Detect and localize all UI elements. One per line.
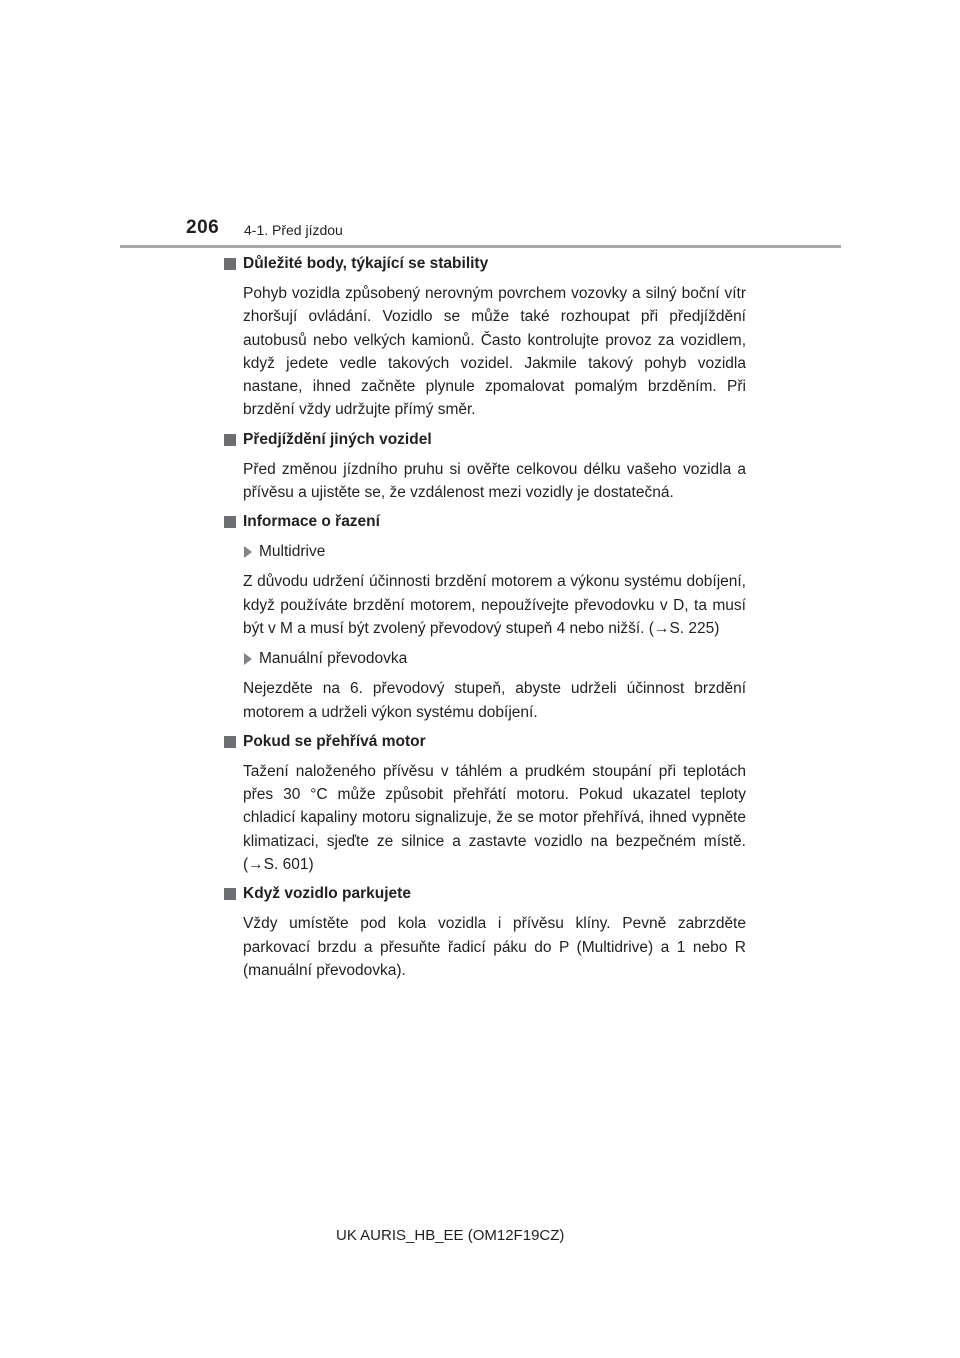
sub-bullet-multidrive: [244, 540, 746, 563]
page-number: 206: [186, 217, 220, 238]
square-bullet-icon: [224, 258, 236, 270]
heading-text: Když vozidlo parkujete: [243, 885, 411, 903]
paragraph: Před změnou jízdního pruhu si ověřte celkovou délku vašeho vozidla a přívěsu a ujistěte se, že vzdálenost mezi vozidly je dostatečná.: [243, 460, 746, 502]
page-content: [224, 253, 746, 989]
paragraph: Tažení naloženého přívěsu v táhlém a prudkém stoupání při teplotách přes 30 °C může způsobit přehřátí motoru. Pokud ukazatel teploty chladicí kapaliny motoru signalizuje, že se motor přehřívá, ihned vypněte klimatizaci, sjeďte ze silnice a zastavte vozidlo na bezpečném místě. (→S. 601): [243, 762, 746, 874]
heading-text: Důležité body, týkající se stability: [243, 255, 489, 272]
triangle-bullet-icon: [244, 653, 252, 665]
heading-overtaking: [224, 429, 746, 451]
header-divider: [120, 245, 841, 248]
heading-stability: [224, 253, 746, 275]
triangle-bullet-icon: [244, 546, 252, 558]
heading-text: Informace o řazení: [243, 513, 380, 531]
sub-bullet-manual: [244, 647, 746, 670]
heading-text: Předjíždění jiných vozidel: [243, 430, 432, 448]
square-bullet-icon: [224, 434, 236, 446]
heading-overheating: [224, 731, 746, 753]
sub-bullet-text: Multidrive: [259, 543, 326, 561]
paragraph: Pohyb vozidla způsobený nerovným povrchem vozovky a silný boční vítr zhoršují ovládání. Vozidlo se může také rozhoupat při předjíždění autobusů nebo velkých kamionů. Často kontrolujte provoz za vozidlem, když jedete vedle takových vozidel. Jakmile takový pohyb vozidla nastane, ihned začněte plynule zpomalovat pomalým brzděním. Při brzdění vždy udržujte přímý směr.: [243, 285, 746, 419]
paragraph: Vždy umístěte pod kola vozidla i přívěsu klíny. Pevně zabrzděte parkovací brzdu a přesuňte řadicí páku do P (Multidrive) a 1 nebo R (manuální převodovka).: [243, 915, 746, 979]
square-bullet-icon: [224, 888, 236, 900]
document-code: UK AURIS_HB_EE (OM12F19CZ): [336, 1227, 565, 1244]
heading-text: Pokud se přehřívá motor: [243, 732, 426, 750]
heading-shifting: [224, 511, 746, 533]
section-title: 4-1. Před jízdou: [244, 222, 343, 238]
heading-parking: [224, 883, 746, 905]
paragraph: Z důvodu udržení účinnosti brzdění motorem a výkonu systému dobíjení, když používáte brzdění motorem, nepoužívejte převodovku v D, ta musí být v M a musí být zvolený převodový stupeň 4 nebo nižší. (→S. 225): [243, 573, 746, 637]
paragraph: Nejezděte na 6. převodový stupeň, abyste udrželi účinnost brzdění motorem a udrželi výkon systému dobíjení.: [243, 680, 746, 721]
square-bullet-icon: [224, 736, 236, 748]
square-bullet-icon: [224, 516, 236, 528]
sub-bullet-text: Manuální převodovka: [259, 650, 408, 668]
